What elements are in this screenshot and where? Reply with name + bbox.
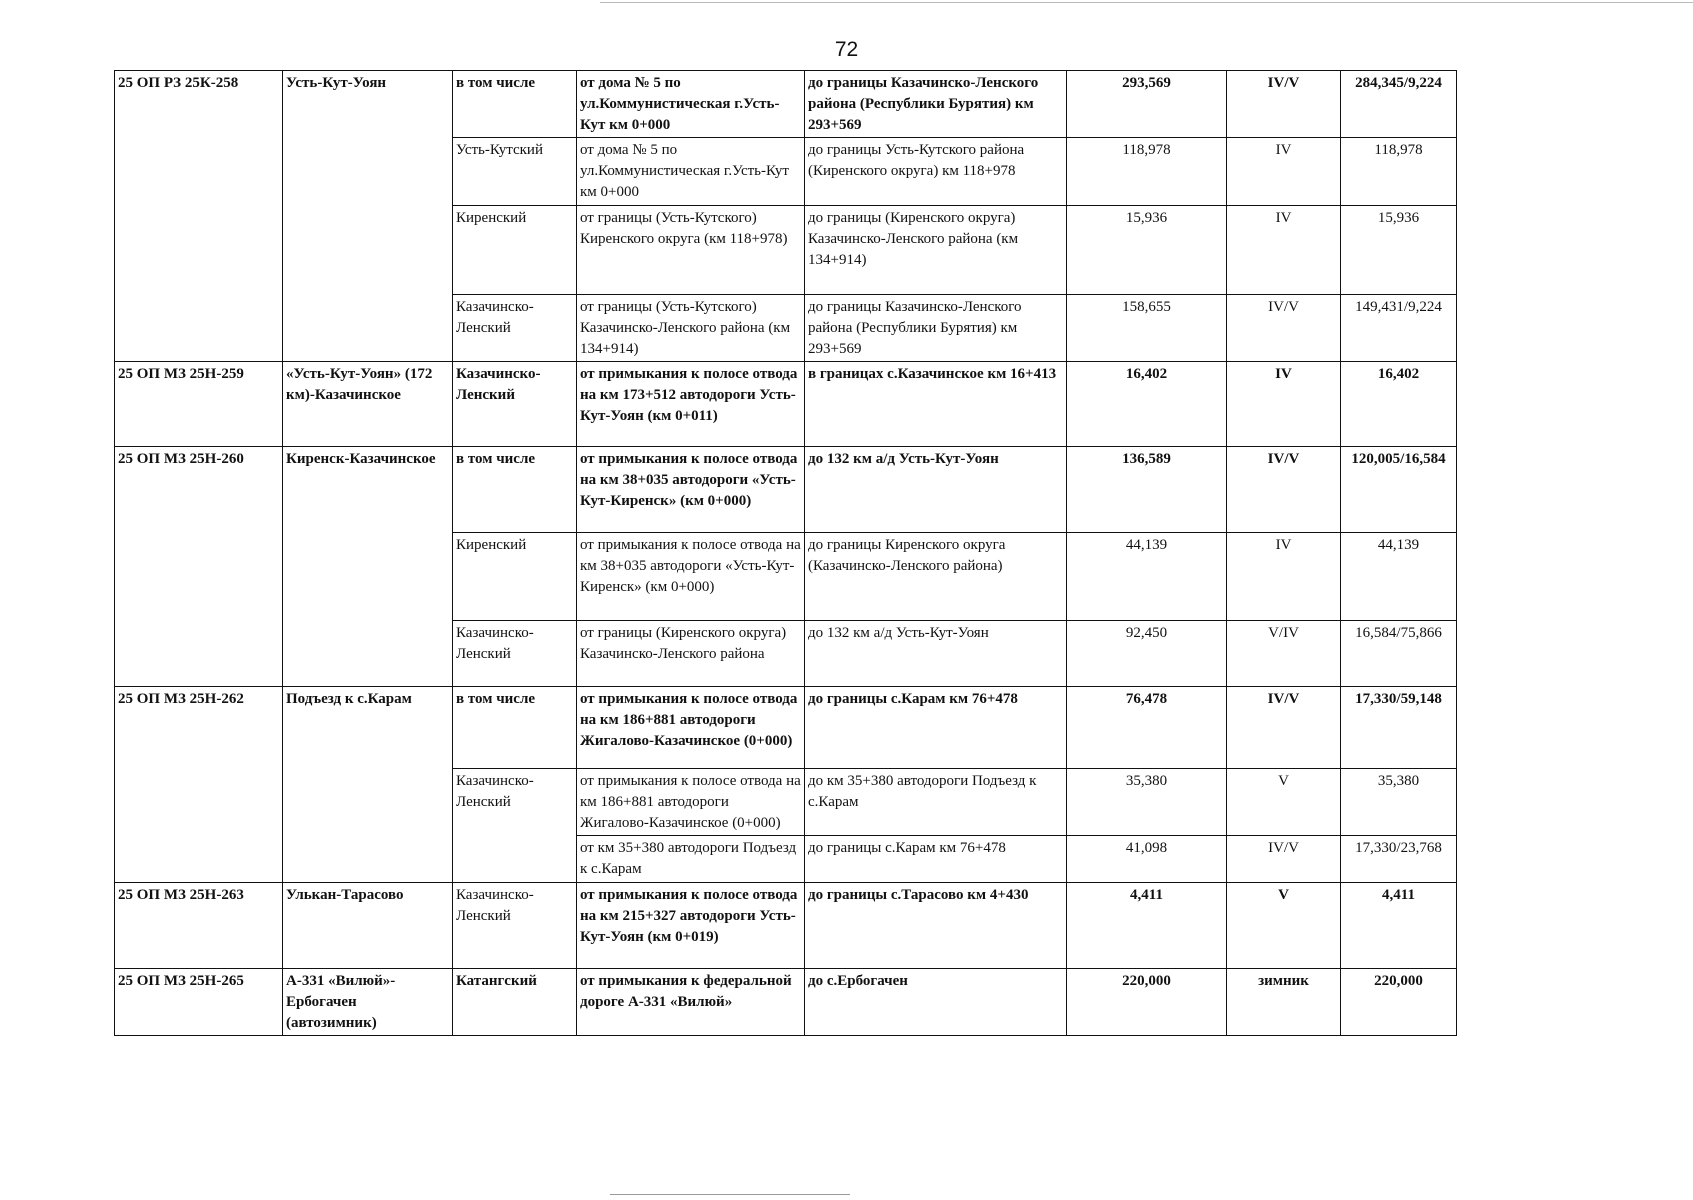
category-cell: V/IV xyxy=(1227,621,1341,687)
to-cell: до км 35+380 автодороги Подъезд к с.Карам xyxy=(805,769,1067,836)
from-cell: от примыкания к полосе отвода на км 215+327 автодороги Усть-Кут-Уоян (км 0+019) xyxy=(577,883,805,969)
to-cell: до с.Ербогачен xyxy=(805,969,1067,1036)
page-number: 72 xyxy=(834,38,859,61)
road-code: 25 ОП МЗ 25Н-260 xyxy=(115,447,283,687)
district-cell: Киренский xyxy=(453,206,577,295)
length-cell: 35,380 xyxy=(1067,769,1227,836)
category-cell: IV/V xyxy=(1227,687,1341,769)
split-cell: 284,345/9,224 xyxy=(1341,71,1457,138)
category-cell: IV/V xyxy=(1227,836,1341,883)
to-cell: до 132 км а/д Усть-Кут-Уоян xyxy=(805,447,1067,533)
table-row xyxy=(115,969,1457,1036)
category-cell: IV/V xyxy=(1227,71,1341,138)
from-cell: от примыкания к федеральной дороге А-331 «Вилюй» xyxy=(577,969,805,1036)
category-cell: IV/V xyxy=(1227,447,1341,533)
split-cell: 16,402 xyxy=(1341,362,1457,447)
table-row xyxy=(115,71,1457,138)
length-cell: 76,478 xyxy=(1067,687,1227,769)
from-cell: от дома № 5 по ул.Коммунистическая г.Усть-Кут км 0+000 xyxy=(577,138,805,206)
district-cell: в том числе xyxy=(453,71,577,138)
split-cell: 149,431/9,224 xyxy=(1341,295,1457,362)
category-cell: зимник xyxy=(1227,969,1341,1036)
split-cell: 120,005/16,584 xyxy=(1341,447,1457,533)
road-code: 25 ОП РЗ 25К-258 xyxy=(115,71,283,362)
split-cell: 35,380 xyxy=(1341,769,1457,836)
table-row xyxy=(115,883,1457,969)
split-cell: 220,000 xyxy=(1341,969,1457,1036)
category-cell: IV xyxy=(1227,206,1341,295)
table-row xyxy=(115,362,1457,447)
from-cell: от дома № 5 по ул.Коммунистическая г.Усть-Кут км 0+000 xyxy=(577,71,805,138)
length-cell: 44,139 xyxy=(1067,533,1227,621)
split-cell: 16,584/75,866 xyxy=(1341,621,1457,687)
district-cell: Катангский xyxy=(453,969,577,1036)
to-cell: в границах с.Казачинское км 16+413 xyxy=(805,362,1067,447)
to-cell: до границы с.Тарасово км 4+430 xyxy=(805,883,1067,969)
district-cell: Казачинско-Ленский xyxy=(453,295,577,362)
road-name: Киренск-Казачинское xyxy=(283,447,453,687)
from-cell: от примыкания к полосе отвода на км 173+512 автодороги Усть-Кут-Уоян (км 0+011) xyxy=(577,362,805,447)
district-cell: Усть-Кутский xyxy=(453,138,577,206)
from-cell: от примыкания к полосе отвода на км 186+881 автодороги Жигалово-Казачинское (0+000) xyxy=(577,769,805,836)
to-cell: до границы с.Карам км 76+478 xyxy=(805,687,1067,769)
to-cell: до границы (Киренского округа) Казачинско-Ленского района (км 134+914) xyxy=(805,206,1067,295)
length-cell: 15,936 xyxy=(1067,206,1227,295)
road-code: 25 ОП МЗ 25Н-263 xyxy=(115,883,283,969)
length-cell: 4,411 xyxy=(1067,883,1227,969)
length-cell: 118,978 xyxy=(1067,138,1227,206)
district-cell: в том числе xyxy=(453,687,577,769)
length-cell: 16,402 xyxy=(1067,362,1227,447)
length-cell: 41,098 xyxy=(1067,836,1227,883)
split-cell: 4,411 xyxy=(1341,883,1457,969)
to-cell: до границы с.Карам км 76+478 xyxy=(805,836,1067,883)
split-cell: 17,330/23,768 xyxy=(1341,836,1457,883)
district-cell: Казачинско-Ленский xyxy=(453,769,577,883)
length-cell: 158,655 xyxy=(1067,295,1227,362)
category-cell: IV xyxy=(1227,138,1341,206)
table-row xyxy=(115,687,1457,769)
category-cell: IV/V xyxy=(1227,295,1341,362)
to-cell: до границы Казачинско-Ленского района (Республики Бурятия) км 293+569 xyxy=(805,295,1067,362)
district-cell: Казачинско-Ленский xyxy=(453,362,577,447)
length-cell: 136,589 xyxy=(1067,447,1227,533)
road-code: 25 ОП МЗ 25Н-259 xyxy=(115,362,283,447)
district-cell: Киренский xyxy=(453,533,577,621)
length-cell: 293,569 xyxy=(1067,71,1227,138)
length-cell: 92,450 xyxy=(1067,621,1227,687)
to-cell: до границы Киренского округа (Казачинско-Ленского района) xyxy=(805,533,1067,621)
road-name: «Усть-Кут-Уоян» (172 км)-Казачинское xyxy=(283,362,453,447)
from-cell: от км 35+380 автодороги Подъезд к с.Карам xyxy=(577,836,805,883)
from-cell: от примыкания к полосе отвода на км 186+881 автодороги Жигалово-Казачинское (0+000) xyxy=(577,687,805,769)
split-cell: 44,139 xyxy=(1341,533,1457,621)
road-name: Подъезд к с.Карам xyxy=(283,687,453,883)
scan-edge-line xyxy=(600,2,1693,3)
category-cell: V xyxy=(1227,769,1341,836)
road-code: 25 ОП МЗ 25Н-262 xyxy=(115,687,283,883)
to-cell: до границы Казачинско-Ленского района (Республики Бурятия) км 293+569 xyxy=(805,71,1067,138)
from-cell: от примыкания к полосе отвода на км 38+035 автодороги «Усть-Кут-Киренск» (км 0+000) xyxy=(577,447,805,533)
table-row xyxy=(115,447,1457,533)
road-name: Улькан-Тарасово xyxy=(283,883,453,969)
category-cell: IV xyxy=(1227,533,1341,621)
to-cell: до границы Усть-Кутского района (Киренского округа) км 118+978 xyxy=(805,138,1067,206)
category-cell: V xyxy=(1227,883,1341,969)
split-cell: 17,330/59,148 xyxy=(1341,687,1457,769)
scan-edge-line xyxy=(610,1194,850,1195)
to-cell: до 132 км а/д Усть-Кут-Уоян xyxy=(805,621,1067,687)
from-cell: от границы (Усть-Кутского) Киренского округа (км 118+978) xyxy=(577,206,805,295)
from-cell: от границы (Киренского округа) Казачинско-Ленского района xyxy=(577,621,805,687)
length-cell: 220,000 xyxy=(1067,969,1227,1036)
split-cell: 118,978 xyxy=(1341,138,1457,206)
district-cell: в том числе xyxy=(453,447,577,533)
from-cell: от примыкания к полосе отвода на км 38+035 автодороги «Усть-Кут-Киренск» (км 0+000) xyxy=(577,533,805,621)
from-cell: от границы (Усть-Кутского) Казачинско-Ленского района (км 134+914) xyxy=(577,295,805,362)
road-name: А-331 «Вилюй»-Ербогачен (автозимник) xyxy=(283,969,453,1036)
district-cell: Казачинско-Ленский xyxy=(453,621,577,687)
roads-table xyxy=(114,70,1457,1036)
split-cell: 15,936 xyxy=(1341,206,1457,295)
road-code: 25 ОП МЗ 25Н-265 xyxy=(115,969,283,1036)
district-cell: Казачинско-Ленский xyxy=(453,883,577,969)
category-cell: IV xyxy=(1227,362,1341,447)
road-name: Усть-Кут-Уоян xyxy=(283,71,453,362)
